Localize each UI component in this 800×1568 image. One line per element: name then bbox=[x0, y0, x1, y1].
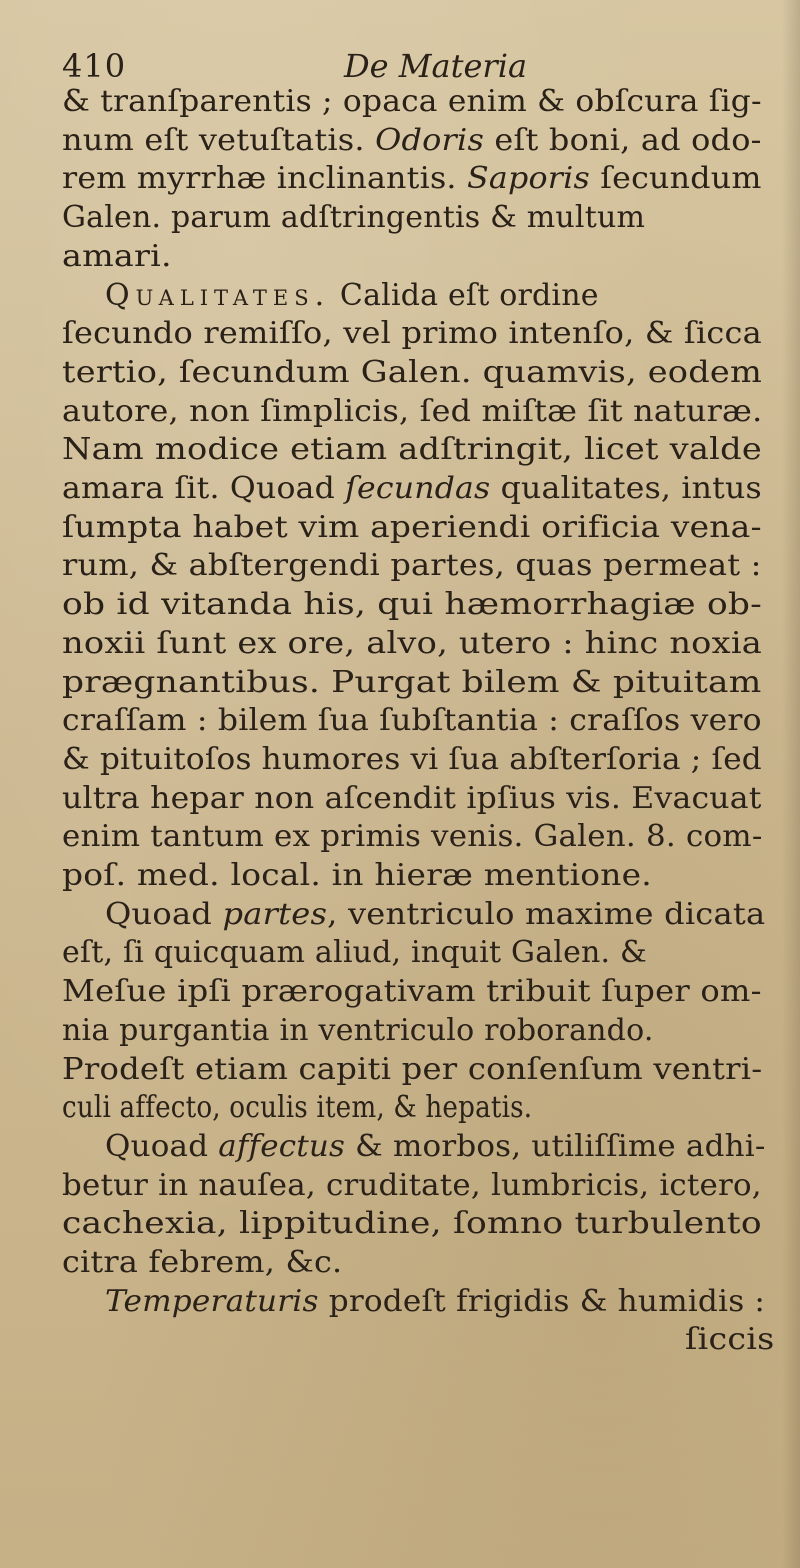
text-line bbox=[105, 277, 599, 315]
italic-term: Temperaturis bbox=[105, 1284, 319, 1319]
text-run: Quoad bbox=[105, 1129, 219, 1164]
text-run: ultra hepar non aſcendit ipſius vis. Evacuat bbox=[62, 781, 762, 816]
text-run: eſt boni, ad odo- bbox=[484, 123, 762, 158]
text-line bbox=[62, 122, 762, 160]
text-line bbox=[62, 1167, 762, 1205]
text-line bbox=[62, 857, 652, 895]
text-run: Nam modice etiam adſtringit, licet valde bbox=[62, 432, 762, 467]
text-line bbox=[62, 1089, 532, 1127]
text-run: qualitates, intus bbox=[490, 471, 762, 506]
section-heading: Qualitates. bbox=[105, 278, 331, 313]
text-line bbox=[62, 199, 645, 237]
text-line bbox=[62, 470, 762, 508]
text-run: rem myrrhæ inclinantis. bbox=[62, 161, 467, 196]
text-run: noxii ſunt ex ore, alvo, utero : hinc noxia bbox=[62, 626, 763, 661]
text-run: ſumpta habet vim aperiendi orificia vena- bbox=[62, 510, 762, 545]
text-run: ſecundum bbox=[589, 161, 762, 196]
text-line bbox=[62, 741, 762, 779]
text-line bbox=[62, 1205, 762, 1243]
text-run: Calida eſt ordine bbox=[330, 278, 599, 313]
text-run: Meſue ipſi prærogativam tribuit ſuper om- bbox=[62, 974, 762, 1009]
text-run: ſiccis bbox=[685, 1322, 775, 1357]
text-line bbox=[62, 1012, 654, 1050]
text-run: craſſam : bilem ſua ſubſtantia : craſſos vero bbox=[62, 703, 762, 738]
running-title: De Materia bbox=[344, 47, 528, 85]
text-run: cachexia, lippitudine, ſomno turbulento bbox=[62, 1206, 762, 1241]
text-run: num eſt vetuſtatis. bbox=[62, 123, 376, 158]
text-run: prodeſt frigidis & humidis : bbox=[318, 1284, 766, 1319]
text-line bbox=[62, 1051, 762, 1089]
text-run: & morbos, utiliſſime adhi- bbox=[345, 1129, 766, 1164]
text-line bbox=[62, 625, 762, 663]
text-run: poſ. med. local. in hieræ mentione. bbox=[62, 858, 652, 893]
text-line bbox=[62, 393, 762, 431]
text-line bbox=[105, 1283, 765, 1321]
text-line bbox=[62, 160, 762, 198]
text-run: autore, non ſimplicis, ſed miſtæ ſit naturæ. bbox=[62, 394, 763, 429]
text-run: betur in nauſea, cruditate, lumbricis, ictero, bbox=[62, 1168, 762, 1203]
italic-term: Saporis bbox=[466, 161, 590, 196]
text-line bbox=[685, 1321, 774, 1359]
italic-term: partes bbox=[222, 897, 328, 932]
text-line bbox=[62, 702, 762, 740]
italic-term: Odoris bbox=[375, 123, 485, 158]
text-run: enim tantum ex primis venis. Galen. 8. com- bbox=[62, 819, 763, 854]
text-run: & tranſparentis ; opaca enim & obſcura ſig- bbox=[62, 84, 762, 119]
text-run: culi affecto, oculis item, & hepatis. bbox=[62, 1090, 533, 1125]
text-line bbox=[105, 896, 765, 934]
text-line bbox=[62, 973, 762, 1011]
text-run: prægnantibus. Purgat bilem & pituitam bbox=[62, 665, 762, 700]
text-run: Galen. parum adſtringentis & multum bbox=[62, 200, 646, 235]
text-run: & pituitoſos humores vi ſua abſterſoria ; ſed bbox=[62, 742, 762, 777]
page-number: 410 bbox=[62, 47, 127, 85]
text-run: , ventriculo maxime dicata bbox=[327, 897, 766, 932]
text-run: eſt, ſi quicquam aliud, inquit Galen. & bbox=[62, 935, 647, 970]
text-run: Quoad bbox=[105, 897, 223, 932]
text-run: nia purgantia in ventriculo roborando. bbox=[62, 1013, 654, 1048]
text-line bbox=[105, 1128, 765, 1166]
text-line bbox=[62, 431, 762, 469]
text-line bbox=[62, 547, 762, 585]
text-run: amari. bbox=[62, 239, 172, 274]
italic-term: affectus bbox=[218, 1129, 346, 1164]
page-edge-shadow bbox=[782, 0, 800, 1568]
text-line bbox=[62, 586, 762, 624]
text-run: rum, & abſtergendi partes, quas permeat : bbox=[62, 548, 762, 583]
text-run: citra febrem, &c. bbox=[62, 1245, 343, 1280]
text-line bbox=[62, 1244, 342, 1282]
text-run: ob id vitanda his, qui hæmorrhagiæ ob- bbox=[62, 587, 763, 622]
text-line bbox=[62, 315, 762, 353]
italic-term: ſecundas bbox=[345, 471, 491, 506]
text-run: Prodeſt etiam capiti per conſenſum ventri- bbox=[62, 1052, 763, 1087]
text-line bbox=[62, 818, 762, 856]
text-line bbox=[62, 509, 762, 547]
text-line bbox=[62, 354, 762, 392]
text-line bbox=[62, 238, 172, 276]
text-run: tertio, ſecundum Galen. quamvis, eodem bbox=[62, 355, 763, 390]
text-line bbox=[62, 934, 647, 972]
text-line bbox=[62, 83, 762, 121]
text-line bbox=[62, 780, 762, 818]
text-run: amara ſit. Quoad bbox=[62, 471, 346, 506]
text-run: ſecundo remiſſo, vel primo intenſo, & ſicca bbox=[62, 316, 762, 351]
text-line bbox=[62, 664, 762, 702]
